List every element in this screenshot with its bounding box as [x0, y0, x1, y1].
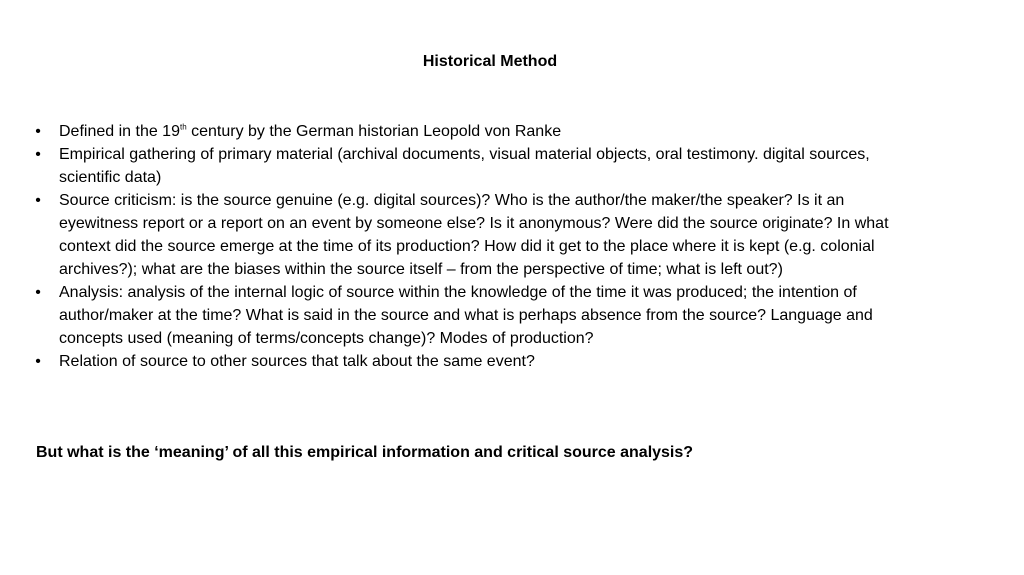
bullet-marker: • [35, 123, 41, 140]
bullet-text: Empirical gathering of primary material (archival documents, visual material objects, oral testimony. digital sources, scientific data) [59, 146, 870, 186]
bullet-item [30, 189, 900, 281]
bullet-list [30, 120, 900, 373]
bullet-text-part: century by the German historian Leopold von Ranke [186, 123, 562, 140]
bullet-marker: • [35, 146, 41, 163]
bullet-text: Analysis: analysis of the internal logic of source within the knowledge of the time it was produced; the intention of author/maker at the time? What is said in the source and what is perhaps absence from the source? Language and concepts used (meaning of terms/concepts change)? Modes of production? [59, 284, 873, 347]
bullet-text [59, 123, 561, 140]
bullet-marker: • [35, 284, 41, 301]
ordinal-superscript: th [179, 122, 187, 132]
bullet-item [30, 281, 900, 350]
bullet-item [30, 143, 900, 189]
bullet-marker: • [35, 353, 41, 370]
bullet-text-part: Defined in the 19 [59, 123, 180, 140]
closing-question: But what is the ‘meaning’ of all this empirical information and critical source analysis? [36, 444, 694, 461]
slide-title: Historical Method [422, 53, 558, 70]
bullet-marker: • [35, 192, 41, 209]
bullet-text: Relation of source to other sources that talk about the same event? [59, 353, 535, 370]
bullet-item [30, 120, 900, 143]
bullet-item [30, 350, 900, 373]
bullet-text: Source criticism: is the source genuine (e.g. digital sources)? Who is the author/the maker/the speaker? Is it an eyewitness report or a report on an event by someone else? Is it anonymous? Were did the source originate? In what context did the source emerge at the time of its production? How did it get to the place where it is kept (e.g. colonial archives?); what are the biases within the source itself – from the perspective of time; what is left out?) [59, 192, 889, 278]
